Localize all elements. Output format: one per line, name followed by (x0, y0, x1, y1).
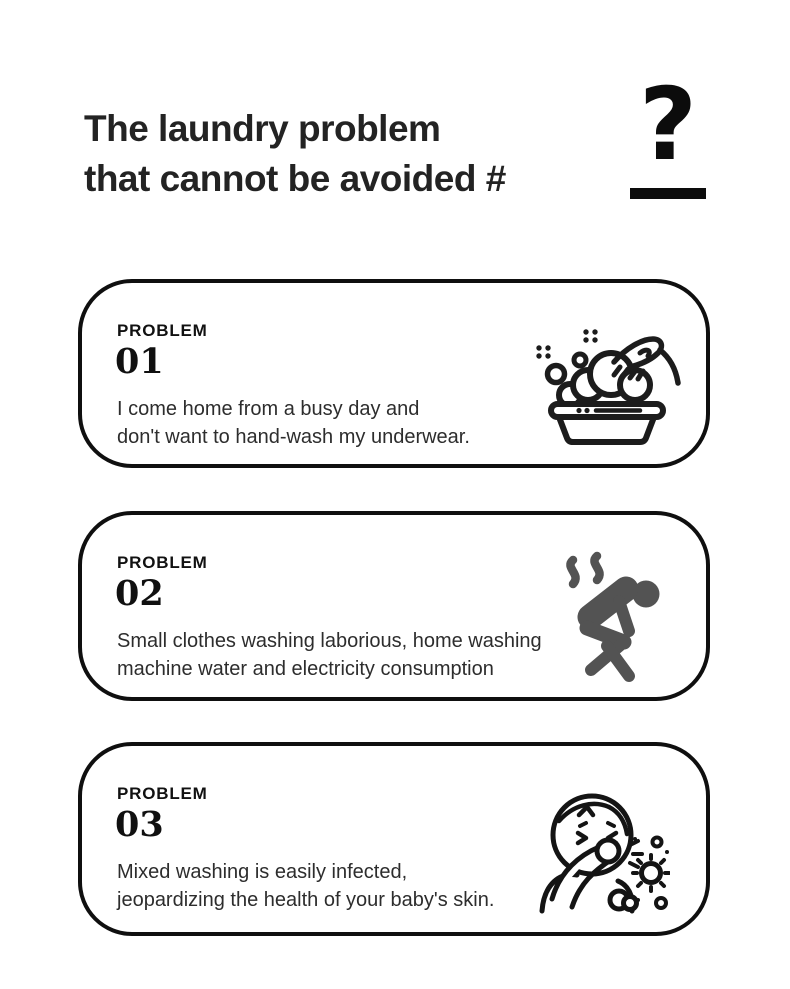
problem-card-01 (78, 279, 710, 468)
problem-description-line1: Mixed washing is easily infected, (117, 861, 408, 883)
problem-description-line2: don't want to hand-wash my underwear. (117, 426, 470, 448)
problem-description-line2: machine water and electricity consumption (117, 658, 494, 680)
problem-description (117, 627, 542, 683)
problem-description (117, 395, 470, 451)
problem-description-line1: I come home from a busy day and (117, 398, 420, 420)
problem-description (117, 858, 494, 914)
problem-label: PROBLEM (117, 321, 208, 340)
page-title-line2: that cannot be avoided # (84, 158, 506, 199)
problem-label: PROBLEM (117, 553, 208, 572)
problem-number: 03 (115, 804, 164, 845)
problem-description-line1: Small clothes washing laborious, home washing (117, 630, 542, 652)
page-title (84, 104, 506, 204)
question-mark-underline (630, 188, 706, 199)
problem-number: 01 (115, 341, 164, 382)
problem-number: 02 (115, 573, 164, 614)
problem-card-02 (78, 511, 710, 701)
washbasin-icon (530, 326, 684, 448)
page-title-line1: The laundry problem (84, 108, 441, 149)
exhausted-person-icon (548, 549, 670, 685)
problem-card-03 (78, 742, 710, 936)
coughing-baby-icon (535, 784, 670, 916)
problem-description-line2: jeopardizing the health of your baby's skin. (117, 889, 495, 911)
problem-label: PROBLEM (117, 784, 208, 803)
question-mark-graphic (618, 66, 718, 199)
question-mark-icon: ? (638, 66, 697, 183)
